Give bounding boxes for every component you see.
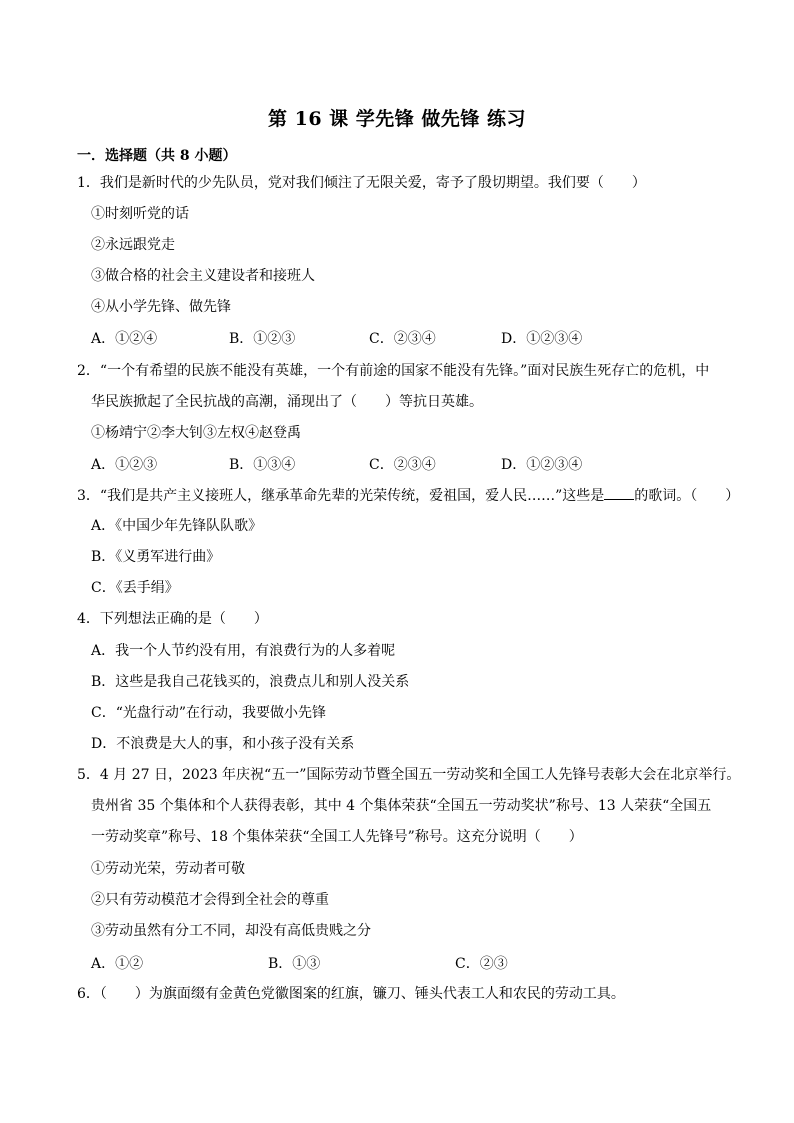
question-2-stem-cont: 华民族掀起了全民抗战的高潮，涌现出了（ ）等抗日英雄。 — [91, 394, 483, 410]
question-1-item: ③做合格的社会主义建设者和接班人 — [91, 268, 315, 284]
option-c[interactable]: C．②③④ — [369, 457, 436, 473]
option-a[interactable]: A．①② — [91, 956, 144, 972]
question-5-stem-cont: 贵州省 35 个集体和个人获得表彰，其中 4 个集体荣获“全国五一劳动奖状”称号、13 人荣获“全国五 — [91, 798, 712, 814]
option-b[interactable]: B．①③④ — [229, 457, 296, 473]
question-1-options — [91, 328, 691, 348]
option-d[interactable]: D．不浪费是大人的事，和小孩子没有关系 — [91, 736, 355, 752]
section-heading: 一．选择题（共 8 小题） — [77, 148, 237, 164]
option-c[interactable]: C．“光盘行动”在行动，我要做小先锋 — [91, 705, 327, 721]
option-a[interactable]: A．①②④ — [91, 331, 158, 347]
question-5-stem-cont: 一劳动奖章”称号、18 个集体荣获“全国工人先锋号”称号。这充分说明（ ） — [91, 829, 583, 845]
option-d[interactable]: D．①②③④ — [501, 457, 583, 473]
question-1-item: ④从小学先锋、做先锋 — [91, 299, 231, 315]
answer-blank — [604, 485, 634, 500]
option-c[interactable]: C．《丢手绢》 — [91, 580, 179, 596]
option-b[interactable]: B．①②③ — [229, 331, 296, 347]
question-3-stem-a: 3．“我们是共产主义接班人，继承革命先辈的光荣传统，爱祖国，爱人民……”这些是 — [77, 488, 605, 504]
option-a[interactable]: A．《中国少年先锋队队歌》 — [91, 518, 263, 534]
question-5-item: ③劳动虽然有分工不同，却没有高低贵贱之分 — [91, 923, 371, 939]
question-1-stem: 1．我们是新时代的少先队员，党对我们倾注了无限关爱，寄予了殷切期望。我们要（ ） — [77, 175, 646, 191]
option-c[interactable]: C．②③④ — [369, 331, 436, 347]
question-6-stem: 6．（ ）为旗面缀有金黄色党徽图案的红旗，镰刀、锤头代表工人和农民的劳动工具。 — [77, 986, 625, 1002]
question-2-options — [91, 454, 691, 474]
question-3-stem-b: 的歌词。（ ） — [634, 488, 740, 504]
question-5-item: ①劳动光荣，劳动者可敬 — [91, 861, 245, 877]
question-3-stem — [77, 485, 739, 506]
question-5-options — [91, 953, 691, 973]
option-a[interactable]: A．①②③ — [91, 457, 158, 473]
option-b[interactable]: B．这些是我自己花钱买的，浪费点儿和别人没关系 — [91, 674, 410, 690]
question-2-stem: 2．“一个有希望的民族不能没有英雄，一个有前途的国家不能没有先锋。”面对民族生死存亡的危机，中 — [77, 363, 710, 379]
option-a[interactable]: A．我一个人节约没有用，有浪费行为的人多着呢 — [91, 643, 396, 659]
option-d[interactable]: D．①②③④ — [501, 331, 583, 347]
question-1-item: ①时刻听党的话 — [91, 206, 189, 222]
option-b[interactable]: B．《义勇军进行曲》 — [91, 549, 221, 565]
question-4-stem: 4．下列想法正确的是（ ） — [77, 611, 268, 627]
question-5-stem: 5．4 月 27 日，2023 年庆祝“五一”国际劳动节暨全国五一劳动奖和全国工人先锋号表彰大会在北京举行。 — [77, 767, 741, 783]
question-2-items: ①杨靖宁②李大钊③左权④赵登禹 — [91, 425, 301, 441]
page-title: 第 16 课 学先锋 做先锋 练习 — [267, 108, 526, 130]
question-5-item: ②只有劳动模范才会得到全社会的尊重 — [91, 892, 329, 908]
option-c[interactable]: C．②③ — [455, 956, 508, 972]
option-b[interactable]: B．①③ — [268, 956, 321, 972]
question-1-item: ②永远跟党走 — [91, 237, 175, 253]
